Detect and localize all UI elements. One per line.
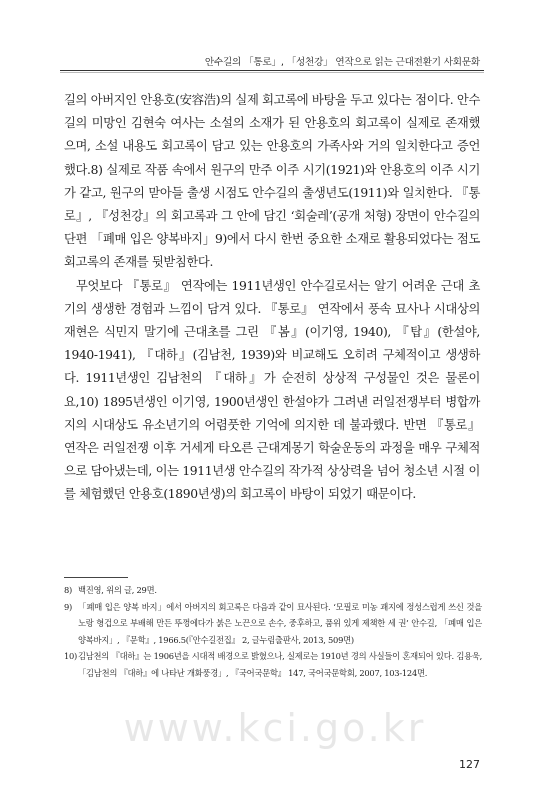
footnote-8 bbox=[64, 582, 482, 599]
page-number: 127 bbox=[459, 758, 480, 771]
footnote-rule bbox=[64, 577, 128, 578]
footnote-text: 백진영, 위의 글, 29면. bbox=[78, 585, 157, 595]
body-text bbox=[64, 89, 480, 507]
watermark: www.kci.go.kr bbox=[123, 706, 427, 750]
footnote-text: 김남천의 『대하』는 1906년을 시대적 배경으로 밝혔으나, 실제로는 1910년 경의 사실들이 혼재되어 있다. 김용욱, 「김남천의 『대하』에 나타난 개화풍경」, 『국어국문학』 147, 국어국문학회, 2007, 103-124면. bbox=[78, 651, 482, 678]
header-rule bbox=[60, 70, 484, 71]
running-header: 안수길의 「통로」, 「성천강」 연작으로 읽는 근대전환기 사회문화 bbox=[204, 57, 480, 68]
paragraph-2: 무엇보다 『통로』 연작에는 1911년생인 안수길로서는 알기 어려운 근대 초기의 생생한 경험과 느낌이 담겨 있다. 『통로』 연작에서 풍속 묘사나 시대상의 재현은 식민지 말기에 근대초를 그린 『봄』(이기영, 1940), 『탑』(한설야, 1940-1941), 『대하』(김남천, 1939)와 비교해도 오히려 구체적이고 생생하다. 1911년생인 김남천의 『대하』가 순전히 상상적 구성물인 것은 물론이요,10) 1895년생인 이기영, 1900년생인 한설야가 그려낸 러일전쟁부터 병합까지의 시대상도 유소년기의 어렴풋한 기억에 의지한 데 불과했다. 반면 『통로』 연작은 러일전쟁 이후 거세게 타오른 근대계몽기 학술운동의 과정을 매우 구체적으로 담아냈는데, 이는 1911년생 안수길의 작가적 상상력을 넘어 청소년 시절 이를 체험했던 안용호(1890년생)의 회고록이 바탕이 되었기 때문이다. bbox=[64, 278, 480, 502]
footnote-number: 8) bbox=[64, 585, 73, 595]
footnote-number: 10) bbox=[64, 651, 78, 662]
footnote-9 bbox=[64, 599, 482, 649]
footnote-10 bbox=[64, 648, 482, 681]
paragraph-1: 길의 아버지인 안용호(安容浩)의 실제 회고록에 바탕을 두고 있다는 점이다. 안수길의 미망인 김현숙 여사는 소설의 소재가 된 안용호의 회고록이 실제로 존재했으며, 소설 내용도 회고록이 담고 있는 안용호의 가족사와 거의 일치한다고 증언했다.8) 실제로 작품 속에서 원구의 만주 이주 시기(1921)와 안용호의 이주 시기가 같고, 원구의 맏아들 출생 시점도 안수길의 출생년도(1911)와 일치한다. 『통로』, 『성천강』의 회고록과 그 안에 담긴 ‘회술레’(공개 처형) 장면이 안수길의 단편 「폐매 입은 양복바지」9)에서 다시 한번 중요한 소재로 활용되었다는 점도 회고록의 존재를 뒷받침한다. bbox=[64, 93, 480, 270]
footnote-text: 「폐매 입은 양복 바지」에서 아버지의 회고록은 다음과 같이 묘사된다. ‘모필로 미농 괘지에 정성스럽게 쓰신 것을 노랑 형겁으로 부배해 만든 뚜껑에다가 붉은 노끈으로 손수, 중후하고, 품위 있게 제책한 세 권’ 안수길, 「폐매 입은 양복바지」, 『문학』, 1966.5(『안수길전집』 2, 글누림출판사, 2013, 509면) bbox=[78, 601, 482, 645]
footnote-number: 9) bbox=[64, 601, 73, 612]
footnotes bbox=[64, 582, 482, 682]
header-rule-thin bbox=[60, 72, 484, 73]
